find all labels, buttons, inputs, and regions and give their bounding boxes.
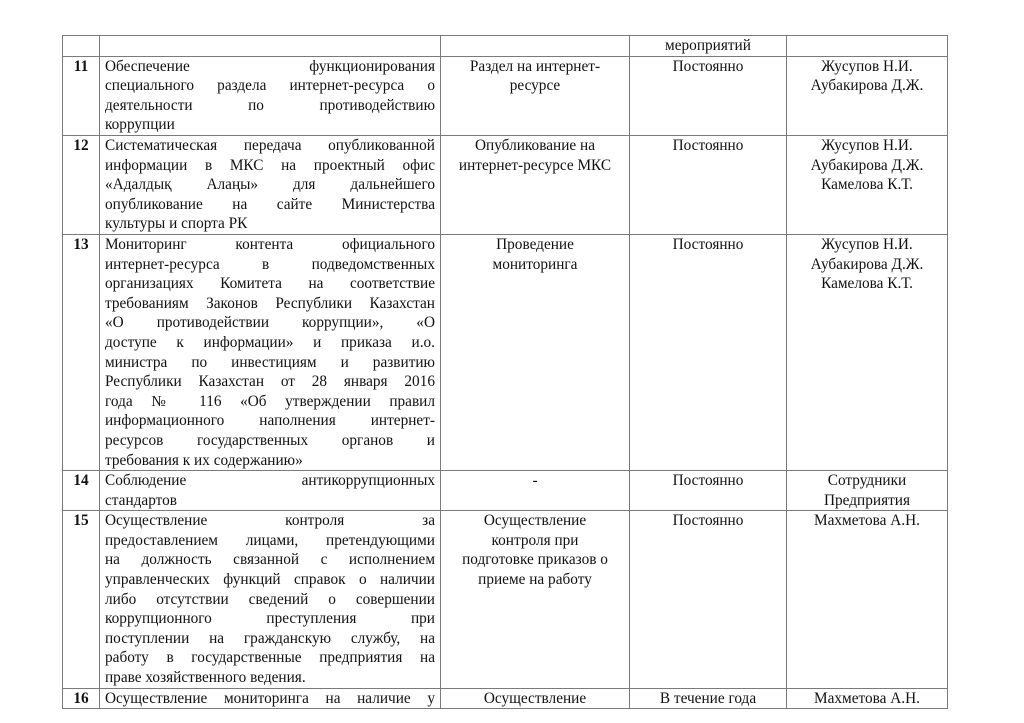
- responsible-line: Махметова А.Н.: [813, 512, 921, 530]
- row-responsible: [787, 36, 948, 57]
- completion-form-line: Осуществление: [483, 689, 587, 707]
- description-line: министра по инвестициям и развитию: [105, 353, 435, 371]
- row-completion-form: [441, 471, 630, 511]
- row-responsible: [787, 471, 948, 511]
- description-line: работу в государственные предприятия на: [105, 649, 435, 667]
- description-line: либо отсутствии сведений о совершении: [105, 590, 435, 608]
- description-line: информационного наполнения интернет-: [105, 412, 435, 430]
- responsible-line: Аубакирова Д.Ж.: [810, 255, 924, 273]
- table-row: [63, 688, 948, 709]
- description-line: ресурсов государственных органов и: [105, 431, 435, 449]
- row-completion-form: [441, 688, 630, 709]
- description-line: года № 116 «Об утверждении правил: [105, 392, 435, 410]
- row-completion-form: [441, 511, 630, 688]
- row-responsible: [787, 688, 948, 709]
- description-line: предоставлением лицами, претендующими: [105, 531, 435, 549]
- row-completion-form: [441, 36, 630, 57]
- row-number: 14: [63, 471, 100, 511]
- description-line: опубликование на сайте Министерства: [105, 195, 435, 213]
- table-row: [63, 56, 948, 135]
- row-completion-form: [441, 234, 630, 470]
- row-description: [100, 135, 441, 234]
- row-number: 11: [63, 56, 100, 135]
- row-description: [100, 234, 441, 470]
- description-line: на должность связанной с исполнением: [105, 551, 435, 569]
- completion-form-line: интернет-ресурсе МКС: [458, 156, 612, 174]
- row-completion-form: [441, 56, 630, 135]
- row-responsible: [787, 56, 948, 135]
- completion-form-line: подготовке приказов о: [462, 551, 608, 569]
- row-term: В течение года: [630, 688, 787, 709]
- description-line: стандартов: [105, 491, 178, 509]
- completion-form-line: приеме на работу: [478, 571, 592, 589]
- completion-form-line: Опубликование на: [475, 136, 595, 154]
- description-line: коррупции: [105, 116, 175, 134]
- row-responsible: [787, 234, 948, 470]
- completion-form-line: Проведение: [496, 235, 574, 253]
- completion-form-line: ресурсе: [509, 77, 561, 95]
- responsible-line: Аубакирова Д.Ж.: [810, 77, 924, 95]
- description-line: требованиям Законов Республики Казахстан: [105, 294, 435, 312]
- responsible-line: Сотрудники: [827, 472, 907, 490]
- description-line: культуры и спорта РК: [105, 215, 248, 233]
- description-line: требования к их содержанию»: [105, 451, 303, 469]
- responsible-line: Камелова К.Т.: [821, 275, 913, 293]
- row-number: 16: [63, 688, 100, 709]
- row-description: [100, 56, 441, 135]
- responsible-line: Камелова К.Т.: [821, 176, 913, 194]
- description-line: деятельности по противодействию: [105, 96, 435, 114]
- completion-form-line: мониторинга: [492, 255, 578, 273]
- responsible-line: Предприятия: [823, 491, 911, 509]
- description-line: специального раздела интернет-ресурса о: [105, 77, 435, 95]
- description-line: Обеспечение функционирования: [105, 57, 435, 75]
- description-line: Республики Казахстан от 28 января 2016: [105, 373, 435, 391]
- description-line: интернет-ресурса в подведомственных: [105, 255, 435, 273]
- table-row: [63, 234, 948, 470]
- row-number: 12: [63, 135, 100, 234]
- description-line: Осуществление контроля за: [105, 512, 435, 530]
- responsible-line: Жусупов Н.И.: [821, 235, 913, 253]
- row-term: Постоянно: [630, 234, 787, 470]
- description-line: «О противодействии коррупции», «О: [105, 314, 435, 332]
- description-line: организациях Комитета на соответствие: [105, 275, 435, 293]
- table-row-continuation: [63, 36, 948, 57]
- row-number: 13: [63, 234, 100, 470]
- row-term: Постоянно: [630, 135, 787, 234]
- completion-form-line: Раздел на интернет-: [469, 57, 601, 75]
- row-term: мероприятий: [630, 36, 787, 57]
- row-responsible: [787, 135, 948, 234]
- row-responsible: [787, 511, 948, 688]
- row-description: [100, 688, 441, 709]
- table-row: [63, 511, 948, 688]
- responsible-line: Жусупов Н.И.: [821, 57, 913, 75]
- completion-form-line: -: [532, 472, 538, 490]
- table-row: [63, 471, 948, 511]
- description-line: Систематическая передача опубликованной: [105, 136, 435, 154]
- description-line: Мониторинг контента официального: [105, 235, 435, 253]
- row-description: [100, 511, 441, 688]
- description-line: управленческих функций справок о наличии: [105, 571, 435, 589]
- row-term: Постоянно: [630, 56, 787, 135]
- responsible-line: Жусупов Н.И.: [821, 136, 913, 154]
- row-number: [63, 36, 100, 57]
- description-line: Осуществление мониторинга на наличие у: [105, 689, 435, 707]
- row-description: [100, 36, 441, 57]
- description-line: доступе к информации» и приказа и.о.: [105, 333, 435, 351]
- row-term: Постоянно: [630, 471, 787, 511]
- row-number: 15: [63, 511, 100, 688]
- description-line: поступлении на гражданскую службу, на: [105, 629, 435, 647]
- responsible-line: Аубакирова Д.Ж.: [810, 156, 924, 174]
- description-line: праве хозяйственного ведения.: [105, 669, 306, 687]
- description-line: Соблюдение антикоррупционных: [105, 472, 435, 490]
- action-plan-table: [62, 35, 948, 709]
- row-description: [100, 471, 441, 511]
- row-completion-form: [441, 135, 630, 234]
- completion-form-line: Осуществление: [483, 512, 587, 530]
- responsible-line: Махметова А.Н.: [813, 689, 921, 707]
- description-line: «Адалдық Алаңы» для дальнейшего: [105, 176, 435, 194]
- row-term: Постоянно: [630, 511, 787, 688]
- description-line: информации в МКС на проектный офис: [105, 156, 435, 174]
- table-row: [63, 135, 948, 234]
- description-line: коррупционного преступления при: [105, 610, 435, 628]
- completion-form-line: контроля при: [491, 531, 579, 549]
